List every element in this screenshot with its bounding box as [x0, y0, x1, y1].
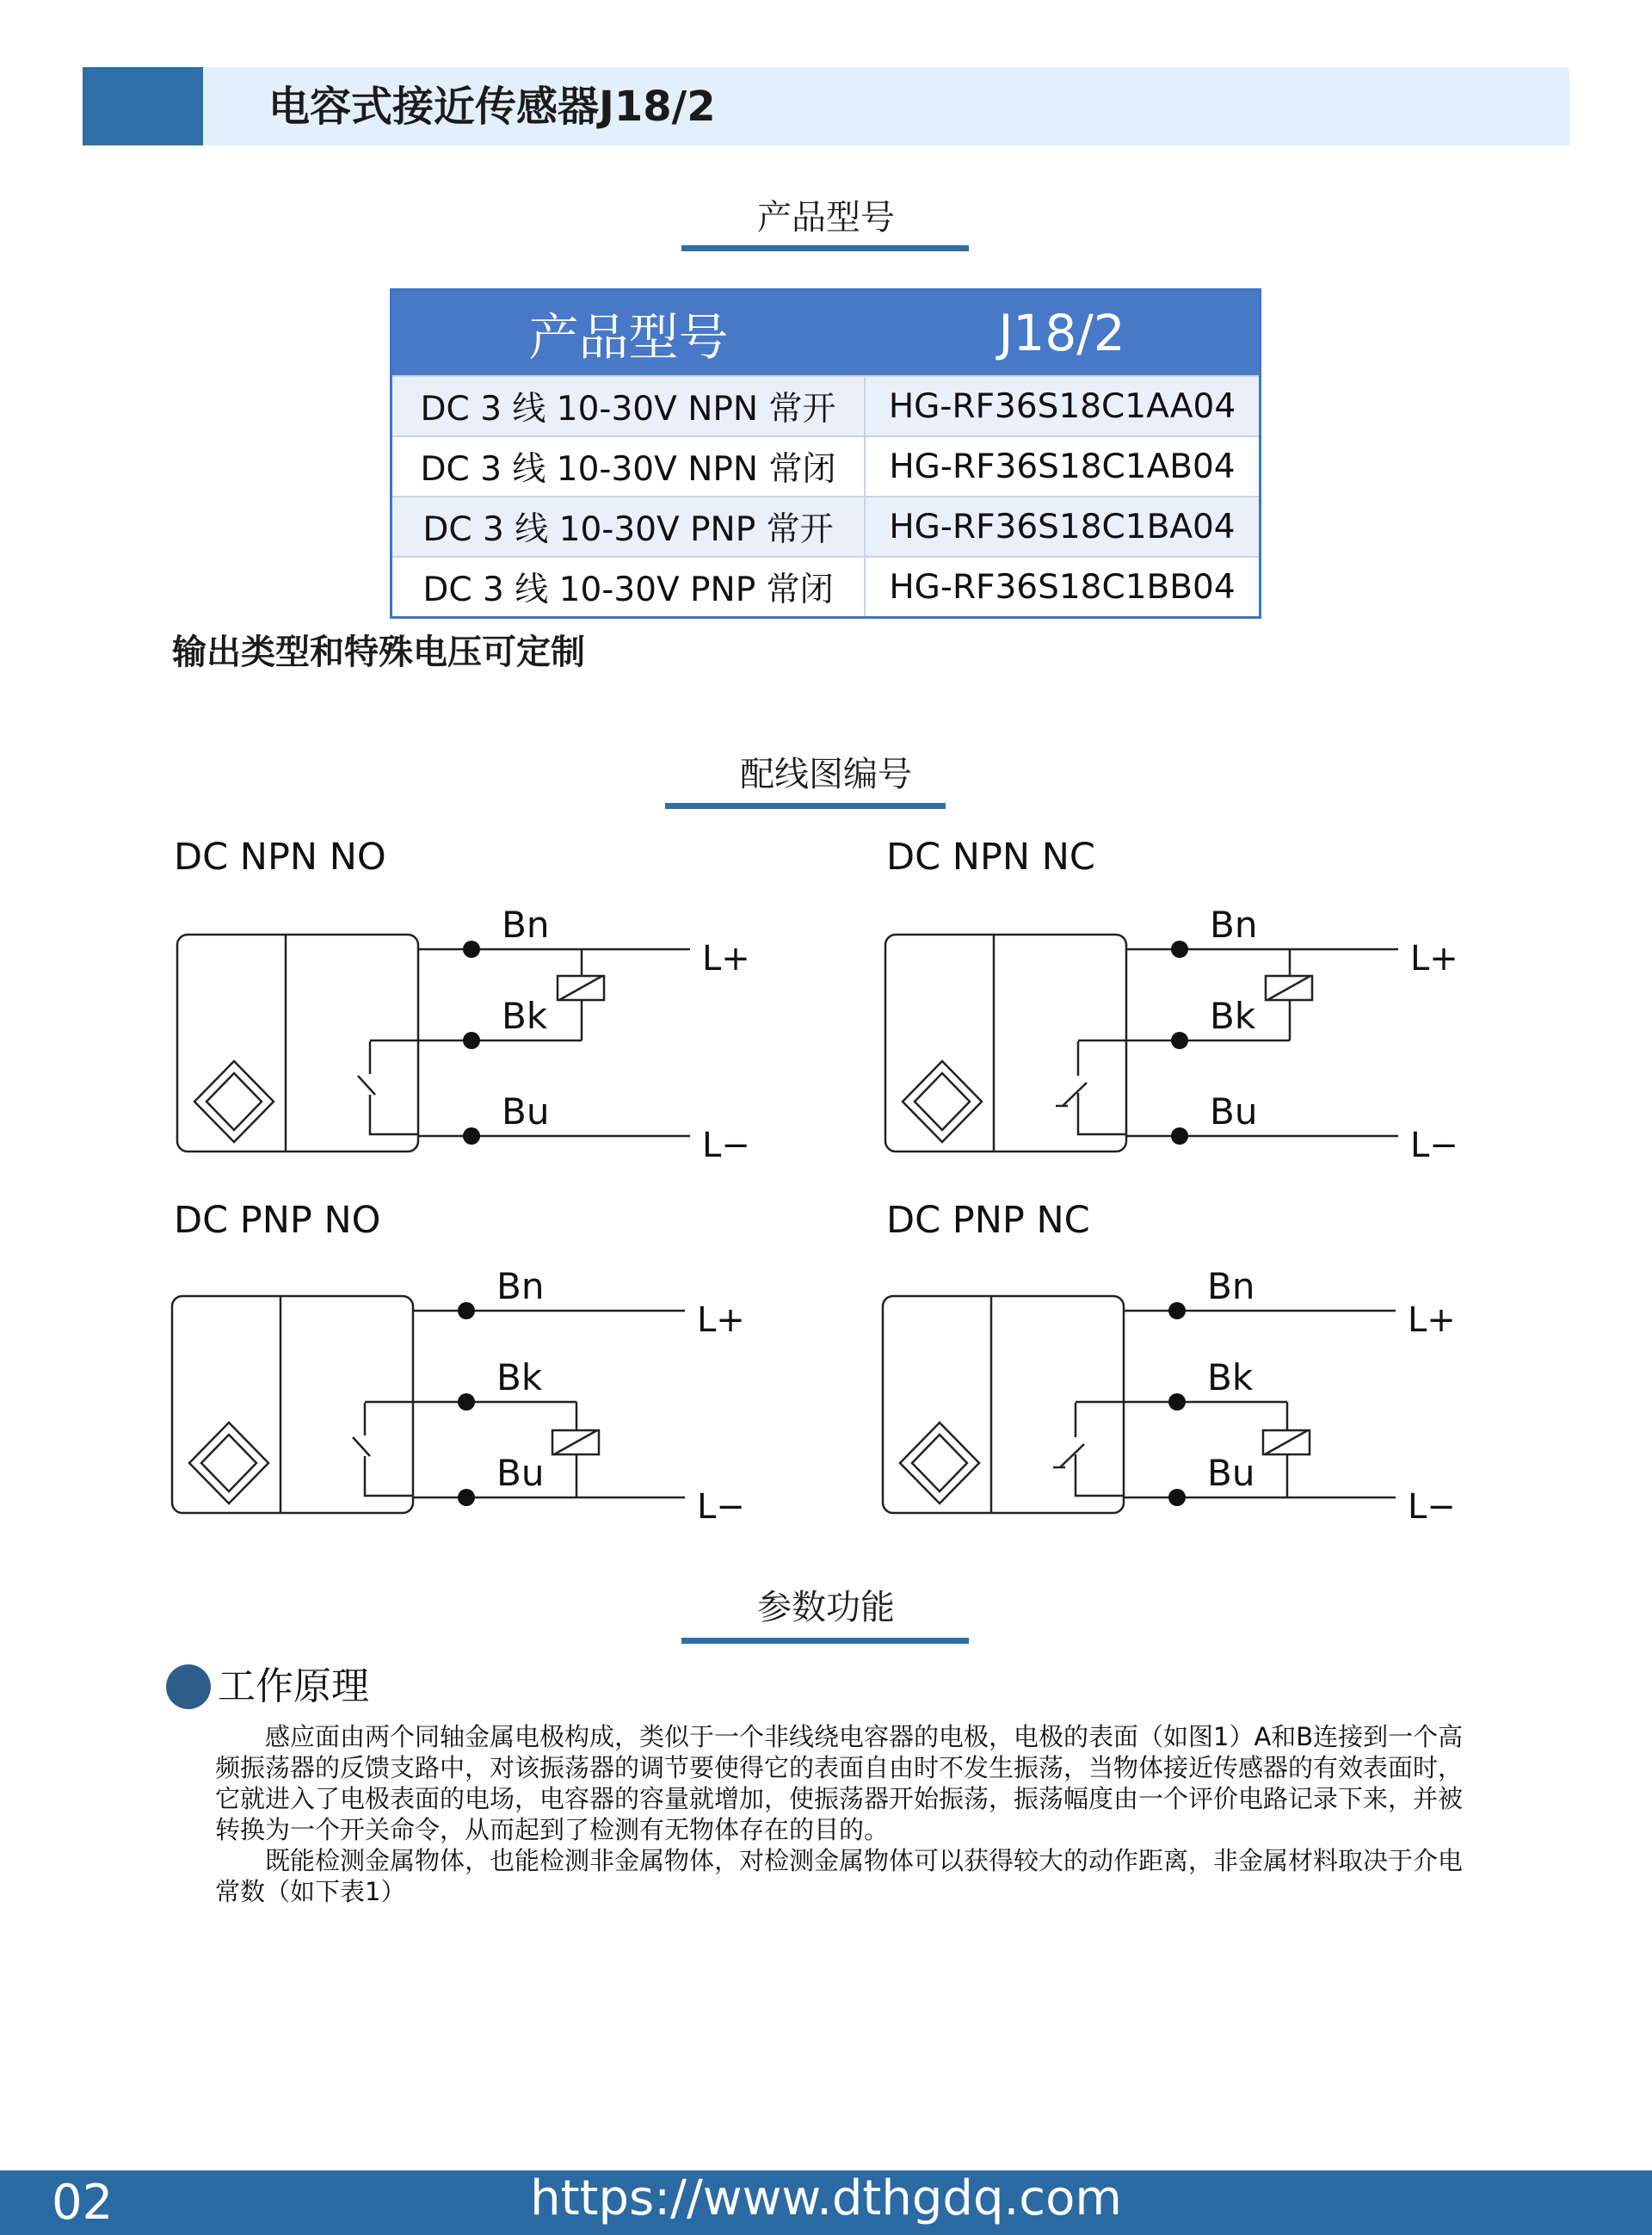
diagram-label-npn-no: DC NPN NO [174, 836, 386, 879]
switch-contact [353, 1437, 370, 1456]
wire-label-bu: Bu [1207, 1452, 1255, 1494]
switch-contact [370, 1095, 418, 1134]
terminal-label-plus: L+ [1410, 939, 1458, 979]
wiring-diagram [177, 904, 750, 1165]
wire-label-bk: Bk [1207, 1356, 1254, 1398]
wiring-diagram [885, 904, 1458, 1165]
model-output-type: DC 3 线 10-30V NPN 常开 [391, 376, 866, 436]
params-section-title: 参数功能 [757, 1588, 895, 1627]
terminal-label-minus: L− [702, 1126, 750, 1165]
terminal-label-minus: L− [697, 1487, 745, 1527]
model-table-head-type: 产品型号 [391, 290, 866, 377]
principle-title: 工作原理 [218, 1664, 369, 1708]
wiring-diagram [883, 1265, 1456, 1527]
wire-label-bn: Bn [496, 1265, 545, 1307]
terminal-dot [463, 1032, 480, 1049]
terminal-dot [463, 941, 480, 958]
terminal-dot [1168, 1393, 1186, 1411]
terminal-dot [1171, 1032, 1188, 1049]
terminal-dot [1171, 1127, 1188, 1145]
wire-label-bn: Bn [1210, 904, 1258, 946]
wiring-section-title: 配线图编号 [740, 755, 912, 794]
switch-contact [1060, 1444, 1084, 1467]
diagram-label-pnp-no: DC PNP NO [174, 1199, 381, 1242]
switch-contact [365, 1456, 413, 1496]
principle-body [215, 1721, 1484, 1907]
sensor-body [883, 1296, 1124, 1513]
terminal-label-minus: L− [1408, 1487, 1456, 1527]
models-section-title: 产品型号 [757, 198, 895, 238]
page-number: 02 [52, 2175, 114, 2231]
diagram-label-npn-nc: DC NPN NC [886, 836, 1095, 879]
terminal-label-plus: L+ [702, 939, 750, 979]
terminal-label-plus: L+ [1408, 1300, 1456, 1340]
wire-label-bu: Bu [502, 1090, 550, 1133]
model-code: HG-RF36S18C1BA04 [865, 497, 1261, 557]
wire-label-bk: Bk [496, 1356, 543, 1398]
bullet-dot-icon [166, 1664, 211, 1709]
wire-label-bu: Bu [496, 1452, 545, 1494]
terminal-dot [1171, 941, 1188, 958]
wire-label-bn: Bn [502, 904, 550, 946]
diagram-label-pnp-nc: DC PNP NC [886, 1199, 1090, 1242]
relay-coil-icon [559, 976, 602, 1000]
sensor-body [885, 935, 1126, 1151]
wiring-diagram [172, 1265, 745, 1527]
model-code: HG-RF36S18C1AA04 [865, 376, 1261, 436]
model-output-type: DC 3 线 10-30V NPN 常闭 [391, 436, 866, 497]
model-output-type: DC 3 线 10-30V PNP 常开 [391, 497, 866, 557]
switch-contact [1078, 1093, 1126, 1134]
wire-label-bk: Bk [1210, 995, 1256, 1037]
terminal-dot [458, 1489, 475, 1506]
wire-label-bu: Bu [1210, 1090, 1258, 1133]
relay-coil-icon [1267, 976, 1310, 1000]
website-link[interactable]: https://www.dthgdq.com [530, 2170, 1122, 2226]
relay-coil-icon [554, 1430, 597, 1454]
terminal-label-plus: L+ [697, 1300, 745, 1340]
terminal-label-minus: L− [1410, 1126, 1458, 1165]
model-code: HG-RF36S18C1AB04 [865, 436, 1261, 497]
custom-note: 输出类型和特殊电压可定制 [172, 633, 585, 672]
switch-contact [1076, 1454, 1124, 1496]
terminal-dot [1168, 1489, 1186, 1506]
switch-contact [358, 1076, 375, 1095]
sensor-body [177, 935, 418, 1151]
model-table-head-series: J18/2 [865, 290, 1261, 377]
params-section-underline [681, 1638, 969, 1644]
switch-contact [1063, 1083, 1087, 1106]
terminal-dot [1168, 1302, 1186, 1319]
relay-coil-icon [1265, 1430, 1308, 1454]
wire-label-bk: Bk [502, 995, 548, 1037]
model-code: HG-RF36S18C1BB04 [865, 557, 1261, 618]
principle-paragraph: 既能检测金属物体，也能检测非金属物体，对检测金属物体可以获得较大的动作距离，非金属材料取决于介电常数（如下表1） [215, 1846, 1464, 1906]
terminal-dot [463, 1127, 480, 1145]
terminal-dot [458, 1302, 475, 1319]
sensor-body [172, 1296, 413, 1513]
terminal-dot [458, 1393, 475, 1411]
model-output-type: DC 3 线 10-30V PNP 常闭 [391, 557, 866, 618]
wire-label-bn: Bn [1207, 1265, 1255, 1307]
principle-paragraph: 感应面由两个同轴金属电极构成，类似于一个非线绕电容器的电极，电极的表面（如图1）A和B连接到一个高频振荡器的反馈支路中，对该振荡器的调节要使得它的表面自由时不发生振荡，当物体接近传感器的有效表面时，它就进入了电极表面的电场，电容器的容量就增加，使振荡器开始振荡，振荡幅度由一个评价电路记录下来，并被转换为一个开关命令，从而起到了检测有无物体存在的目的。 [215, 1722, 1464, 1844]
page-title: 电容式接近传感器J18/2 [268, 83, 716, 131]
